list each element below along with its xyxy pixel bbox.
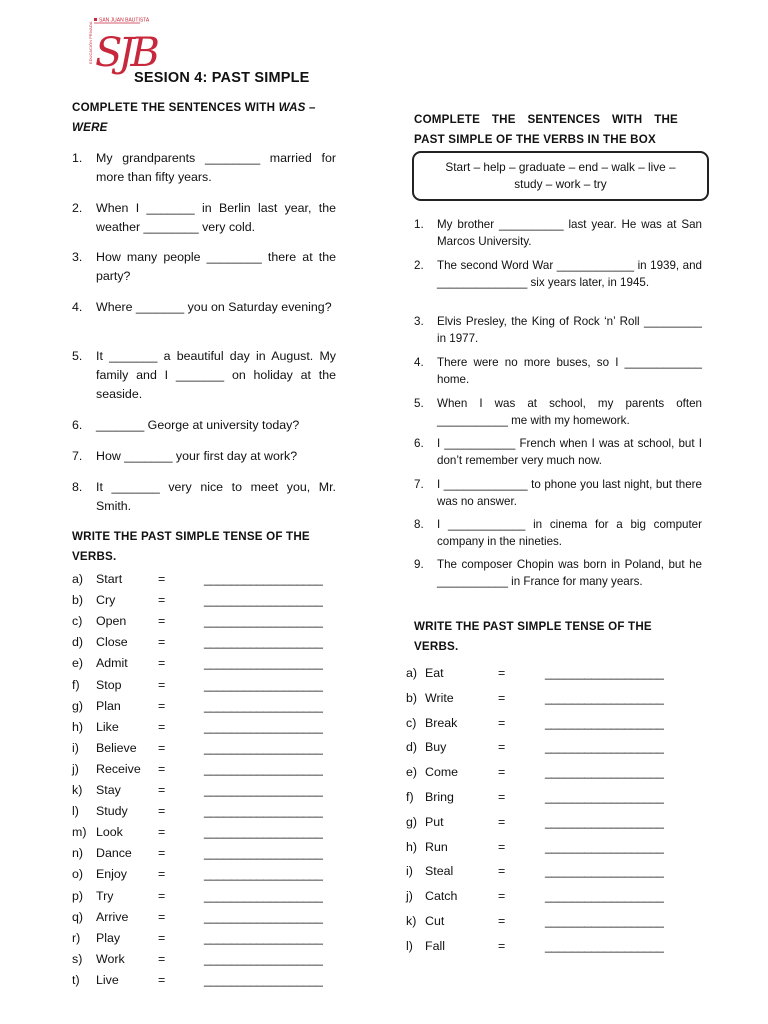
verb-letter: i) [406,864,413,879]
left-sentence-item [72,149,336,187]
verb-letter: q) [72,909,84,924]
right-sentence-item [414,557,702,606]
verb-word: Stop [96,677,122,692]
right-sentence-item [414,396,702,429]
equals-sign: = [158,825,166,840]
equals-sign: = [158,677,166,692]
left-verb-row [72,760,342,779]
answer-blank[interactable]: __________________ [204,930,323,945]
answer-blank[interactable]: __________________ [545,690,664,705]
verb-word: Try [96,888,114,903]
sentence-number: 3. [72,250,83,264]
verb-word: Enjoy [96,867,127,882]
equals-sign: = [498,690,506,705]
equals-sign: = [158,951,166,966]
verb-word: Open [96,614,127,629]
verb-word: Buy [425,740,447,755]
equals-sign: = [158,846,166,861]
verb-letter: f) [406,790,414,804]
verb-word: Break [425,715,458,730]
sentence-number: 7. [414,478,424,491]
left-verb-row [72,908,342,927]
verb-letter: s) [72,951,83,966]
verb-word: Bring [425,790,454,804]
answer-blank[interactable]: __________________ [545,839,664,854]
answer-blank[interactable]: __________________ [545,914,664,928]
answer-blank[interactable]: __________________ [204,867,323,882]
left-verb-row [72,739,342,758]
sentence-text[interactable]: It _______ very nice to meet you, Mr. Smith. [96,480,336,513]
left-sentence-item [72,347,336,404]
sentence-text[interactable]: There were no more buses, so I ____________ home. [437,356,702,386]
left-verb-row [72,570,342,589]
verb-word: Stay [96,783,121,797]
verb-word: Cut [425,914,445,928]
sentence-text[interactable]: The composer Chopin was born in Poland, but he ___________ in France for many years. [437,558,702,588]
answer-blank[interactable]: __________________ [204,719,323,734]
answer-blank[interactable]: __________________ [204,825,323,840]
answer-blank[interactable]: __________________ [204,783,323,797]
sentence-number: 2. [72,201,83,215]
equals-sign: = [158,761,166,776]
answer-blank[interactable]: __________________ [204,951,323,966]
equals-sign: = [498,814,506,829]
sentence-text[interactable]: It _______ a beautiful day in August. My family and I _______ on holiday at the seaside. [96,349,336,401]
verb-word: Receive [96,761,141,776]
right-sentence-item [414,258,702,307]
right-verb-row [406,813,686,832]
equals-sign: = [158,593,166,608]
verb-letter: n) [72,846,84,861]
equals-sign: = [498,889,506,904]
sentence-number: 8. [414,518,424,531]
verb-word: Believe [96,740,137,755]
answer-blank[interactable]: __________________ [545,864,664,879]
equals-sign: = [498,666,506,680]
left-verb-row [72,929,342,948]
sentence-number: 7. [72,449,83,463]
sentence-number: 9. [414,558,424,571]
left-verb-row [72,865,342,884]
verb-word: Fall [425,938,445,953]
equals-sign: = [158,719,166,734]
equals-sign: = [158,888,166,903]
sentence-text[interactable]: The second Word War ____________ in 1939, and ______________ six years later, in 1945. [437,259,702,289]
left-verb-row [72,781,342,800]
right-verb-row [406,862,686,881]
sentence-text[interactable]: How many people ________ there at the party? [96,250,336,283]
verb-word: Eat [425,666,444,680]
answer-blank[interactable]: __________________ [204,698,323,713]
sentence-number: 1. [72,151,83,165]
sentence-number: 6. [414,437,424,450]
left-heading-was-were: COMPLETE THE SENTENCES WITH WAS – WERE [72,101,316,134]
verb-word: Look [96,825,123,840]
verb-word: Arrive [96,909,129,924]
verb-letter: r) [72,930,81,945]
left-verb-row [72,612,342,631]
sentence-number: 2. [414,259,424,272]
verb-letter: a) [406,666,418,680]
verb-word: Study [96,804,128,819]
equals-sign: = [498,765,506,780]
verb-word: Play [96,930,121,945]
verb-letter: g) [72,698,84,713]
verb-letter: d) [406,740,418,755]
equals-sign: = [158,783,166,797]
verb-word: Run [425,839,448,854]
verb-word: Admit [96,656,128,671]
verb-letter: c) [406,715,417,730]
right-verb-row [406,714,686,733]
right-verb-row [406,912,686,931]
verb-letter: p) [72,888,84,903]
right-verb-row [406,763,686,782]
verb-letter: f) [72,677,80,692]
right-verb-row [406,689,686,708]
sentence-text[interactable]: My grandparents ________ married for more than fifty years. [96,151,336,184]
verb-word: Live [96,972,119,987]
verb-word: Start [96,572,123,586]
answer-blank[interactable]: __________________ [545,740,664,755]
answer-blank[interactable]: __________________ [204,656,323,671]
right-sentence-item [414,355,702,388]
right-sentence-item [414,436,702,469]
answer-blank[interactable]: __________________ [204,572,323,586]
left-verb-row [72,654,342,673]
sentence-number: 5. [72,349,83,363]
sentence-text[interactable]: I _____________ to phone you last night, but there was no answer. [437,478,702,508]
right-heading-box: COMPLETE THE SENTENCES WITH THE PAST SIMPLE OF THE VERBS IN THE BOX [414,113,678,146]
answer-blank[interactable]: __________________ [204,909,323,924]
svg-text:SJB: SJB [95,30,156,76]
right-sentence-item [414,217,702,250]
sentence-text[interactable]: When I was at school, my parents often ___________ me with my homework. [437,397,702,427]
right-sentence-item [414,477,702,510]
verb-word: Write [425,690,454,705]
right-heading-verbs: WRITE THE PAST SIMPLE TENSE OF THE VERBS. [414,620,652,653]
verb-letter: a) [72,572,84,586]
answer-blank[interactable]: __________________ [204,593,323,608]
answer-blank[interactable]: __________________ [204,614,323,629]
answer-blank[interactable]: __________________ [545,889,664,904]
verb-letter: h) [406,839,418,854]
answer-blank[interactable]: __________________ [545,715,664,730]
equals-sign: = [158,740,166,755]
equals-sign: = [498,740,506,755]
answer-blank[interactable]: __________________ [545,814,664,829]
equals-sign: = [158,972,166,987]
answer-blank[interactable]: __________________ [545,938,664,953]
verb-letter: o) [72,867,84,882]
equals-sign: = [158,572,166,586]
verb-word: Cry [96,593,116,608]
right-verb-row [406,838,686,857]
answer-blank[interactable]: __________________ [204,972,323,987]
verb-letter: j) [72,761,79,776]
answer-blank[interactable]: __________________ [204,846,323,861]
left-sentence-item [72,416,336,435]
verb-letter: k) [406,914,417,928]
answer-blank[interactable]: __________________ [204,761,323,776]
verb-letter: d) [72,635,84,650]
verb-letter: e) [406,765,418,780]
verb-letter: k) [72,783,83,797]
left-verb-row [72,802,342,821]
left-sentence-item [72,298,336,336]
verb-letter: b) [72,593,84,608]
verb-letter: t) [72,972,80,987]
sentence-number: 3. [414,315,424,328]
left-sentence-item [72,248,336,286]
left-verb-row [72,950,342,969]
left-verb-row [72,697,342,716]
answer-blank[interactable]: __________________ [204,740,323,755]
sentence-text[interactable]: Where _______ you on Saturday evening? [96,300,332,314]
equals-sign: = [498,864,506,879]
equals-sign: = [498,839,506,854]
sentence-number: 1. [414,218,424,231]
right-sentence-item [414,517,702,550]
verb-letter: i) [72,740,79,755]
sentence-text[interactable]: _______ George at university today? [96,418,300,432]
verb-word: Dance [96,846,132,861]
left-verb-row [72,887,342,906]
verb-word: Close [96,635,128,650]
left-sentence-item [72,447,336,466]
sentence-number: 4. [414,356,424,369]
equals-sign: = [498,938,506,953]
equals-sign: = [158,698,166,713]
equals-sign: = [158,804,166,819]
sentence-text[interactable]: I ___________ French when I was at school, but I don’t remember very much now. [437,437,702,467]
svg-text:EDUCACIÓN PRIVADA: EDUCACIÓN PRIVADA [88,21,93,64]
equals-sign: = [158,867,166,882]
left-heading-verbs: WRITE THE PAST SIMPLE TENSE OF THE VERBS. [72,530,310,563]
answer-blank[interactable]: __________________ [545,666,664,680]
left-sentence-item [72,199,336,237]
school-logo [78,14,156,76]
equals-sign: = [158,614,166,629]
verb-word: Steal [425,864,454,879]
svg-text:SAN JUAN BAUTISTA: SAN JUAN BAUTISTA [99,17,150,24]
left-verb-row [72,676,342,695]
verb-letter: l) [72,804,79,819]
verb-letter: m) [72,825,87,840]
verb-word: Catch [425,889,458,904]
verb-word: Come [425,765,459,780]
sentence-text[interactable]: Elvis Presley, the King of Rock ‘n’ Roll _________ in 1977. [437,315,702,345]
verb-word: Plan [96,698,121,713]
sentence-text[interactable]: I ____________ in cinema for a big computer company in the nineties. [437,518,702,548]
answer-blank[interactable]: __________________ [545,765,664,780]
verb-letter: j) [406,889,413,904]
equals-sign: = [498,715,506,730]
left-sentence-item [72,478,336,516]
left-verb-row [72,971,342,990]
left-verb-row [72,718,342,737]
answer-blank[interactable]: __________________ [204,677,323,692]
sentence-number: 8. [72,480,83,494]
answer-blank[interactable]: __________________ [204,804,323,819]
verb-word: Work [96,951,125,966]
verb-letter: b) [406,690,418,705]
right-sentence-item [414,314,702,347]
answer-blank[interactable]: __________________ [204,635,323,650]
right-verb-row [406,664,686,683]
verb-letter: l) [406,938,413,953]
verb-letter: g) [406,814,418,829]
equals-sign: = [158,909,166,924]
sentence-number: 4. [72,300,83,314]
answer-blank[interactable]: __________________ [545,790,664,804]
verb-letter: h) [72,719,84,734]
equals-sign: = [158,635,166,650]
right-verb-row [406,738,686,757]
left-verb-row [72,591,342,610]
left-verb-row [72,633,342,652]
verb-letter: e) [72,656,84,671]
verb-box: Start – help – graduate – end – walk – live – study – work – try [412,151,709,201]
right-verb-row [406,788,686,807]
verb-word: Put [425,814,444,829]
equals-sign: = [158,656,166,671]
left-verb-row [72,823,342,842]
sentence-text[interactable]: My brother __________ last year. He was at San Marcos University. [437,218,702,248]
sentence-number: 5. [414,397,424,410]
verb-letter: c) [72,614,83,629]
sentence-text[interactable]: When I _______ in Berlin last year, the weather ________ very cold. [96,201,336,234]
verb-word: Like [96,719,119,734]
equals-sign: = [498,790,506,804]
sentence-text[interactable]: How _______ your first day at work? [96,449,298,463]
answer-blank[interactable]: __________________ [204,888,323,903]
right-verb-row [406,937,686,956]
left-verb-row [72,844,342,863]
sentence-number: 6. [72,418,83,432]
right-verb-row [406,887,686,906]
equals-sign: = [158,930,166,945]
page-title: SESION 4: PAST SIMPLE [134,70,310,86]
equals-sign: = [498,914,506,928]
